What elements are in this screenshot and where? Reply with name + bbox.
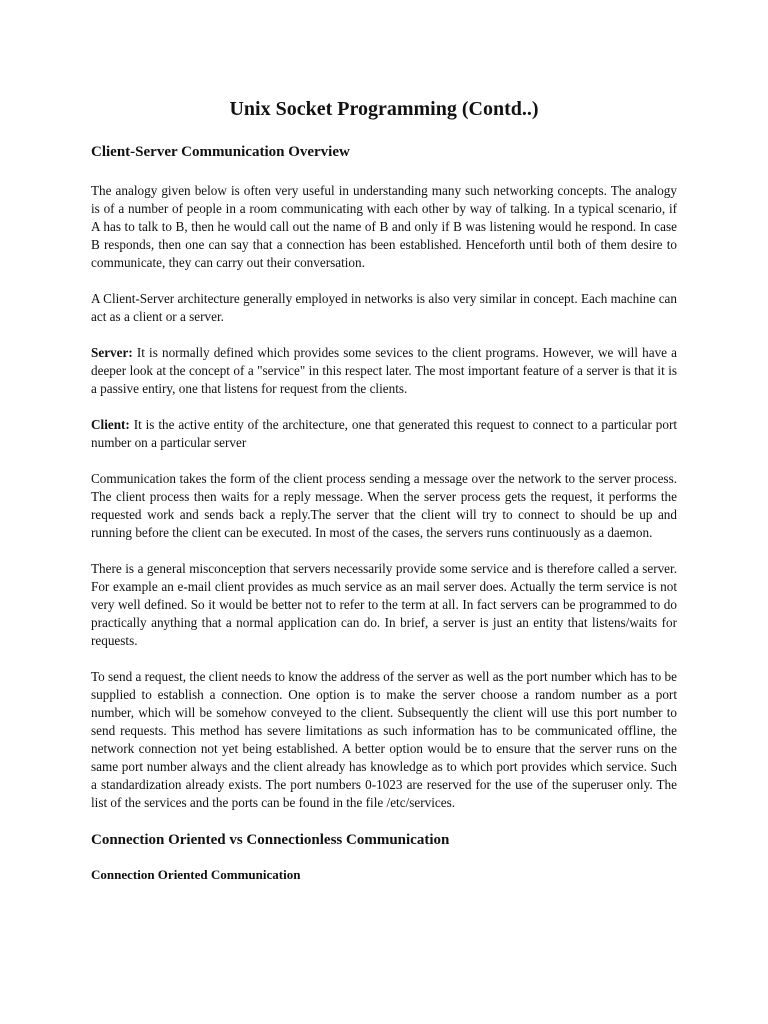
paragraph-server	[91, 344, 677, 398]
page-title: Unix Socket Programming (Contd..)	[229, 98, 539, 120]
server-label: Server:	[91, 345, 133, 360]
subsection-heading-connection-oriented: Connection Oriented Communication	[91, 867, 301, 882]
client-label: Client:	[91, 417, 130, 432]
paragraph-send-request: To send a request, the client needs to know the address of the server as well as the port number which has to be supplied to establish a connection. One option is to make the server choose a random number as a port number, which will be somehow conveyed to the client. Subsequently the client will use this port number to send requests. This method has severe limitations as such information has to be communicated offline, the network connection not yet being established. A better option would be to ensure that the server runs on the same port number always and the client already has knowledge as to which port provides which service. Such a standardization already exists. The port numbers 0-1023 are reserved for the use of the superuser only. The list of the services and the ports can be found in the file /etc/services.	[91, 669, 677, 810]
paragraph-analogy: The analogy given below is often very useful in understanding many such networking concepts. The analogy is of a number of people in a room communicating with each other by way of talking. In a typical scenario, if A has to talk to B, then he would call out the name of B and only if B was listening would he respond. In case B responds, then one can say that a connection has been established. Henceforth until both of them desire to communicate, they can carry out their conversation.	[91, 183, 677, 270]
paragraph-misconception: There is a general misconception that servers necessarily provide some service and is therefore called a server. For example an e-mail client provides as much service as an mail server does. Actually the term service is not very well defined. So it would be better not to refer to the term at all. In fact servers can be programmed to do practically anything that a normal application can do. In brief, a server is just an entity that listens/waits for requests.	[91, 561, 677, 648]
section-heading-connection: Connection Oriented vs Connectionless Communication	[91, 832, 450, 848]
client-text: It is the active entity of the architecture, one that generated this request to connect to a particular port number on a particular server	[91, 417, 677, 450]
paragraph-client	[91, 416, 677, 452]
server-text: It is normally defined which provides some sevices to the client programs. However, we will have a deeper look at the concept of a "service" in this respect later. The most important feature of a server is that it is a passive entiry, one that listens for request from the clients.	[91, 345, 677, 396]
section-heading-client-server: Client-Server Communication Overview	[91, 144, 350, 160]
paragraph-communication: Communication takes the form of the client process sending a message over the network to the server process. The client process then waits for a reply message. When the server process gets the request, it performs the requested work and sends back a reply.The server that the client will try to connect to should be up and running before the client can be executed. In most of the cases, the servers runs continuously as a daemon.	[91, 471, 677, 540]
paragraph-architecture: A Client-Server architecture generally employed in networks is also very similar in concept. Each machine can act as a client or a server.	[91, 291, 677, 324]
document-page	[91, 96, 677, 884]
